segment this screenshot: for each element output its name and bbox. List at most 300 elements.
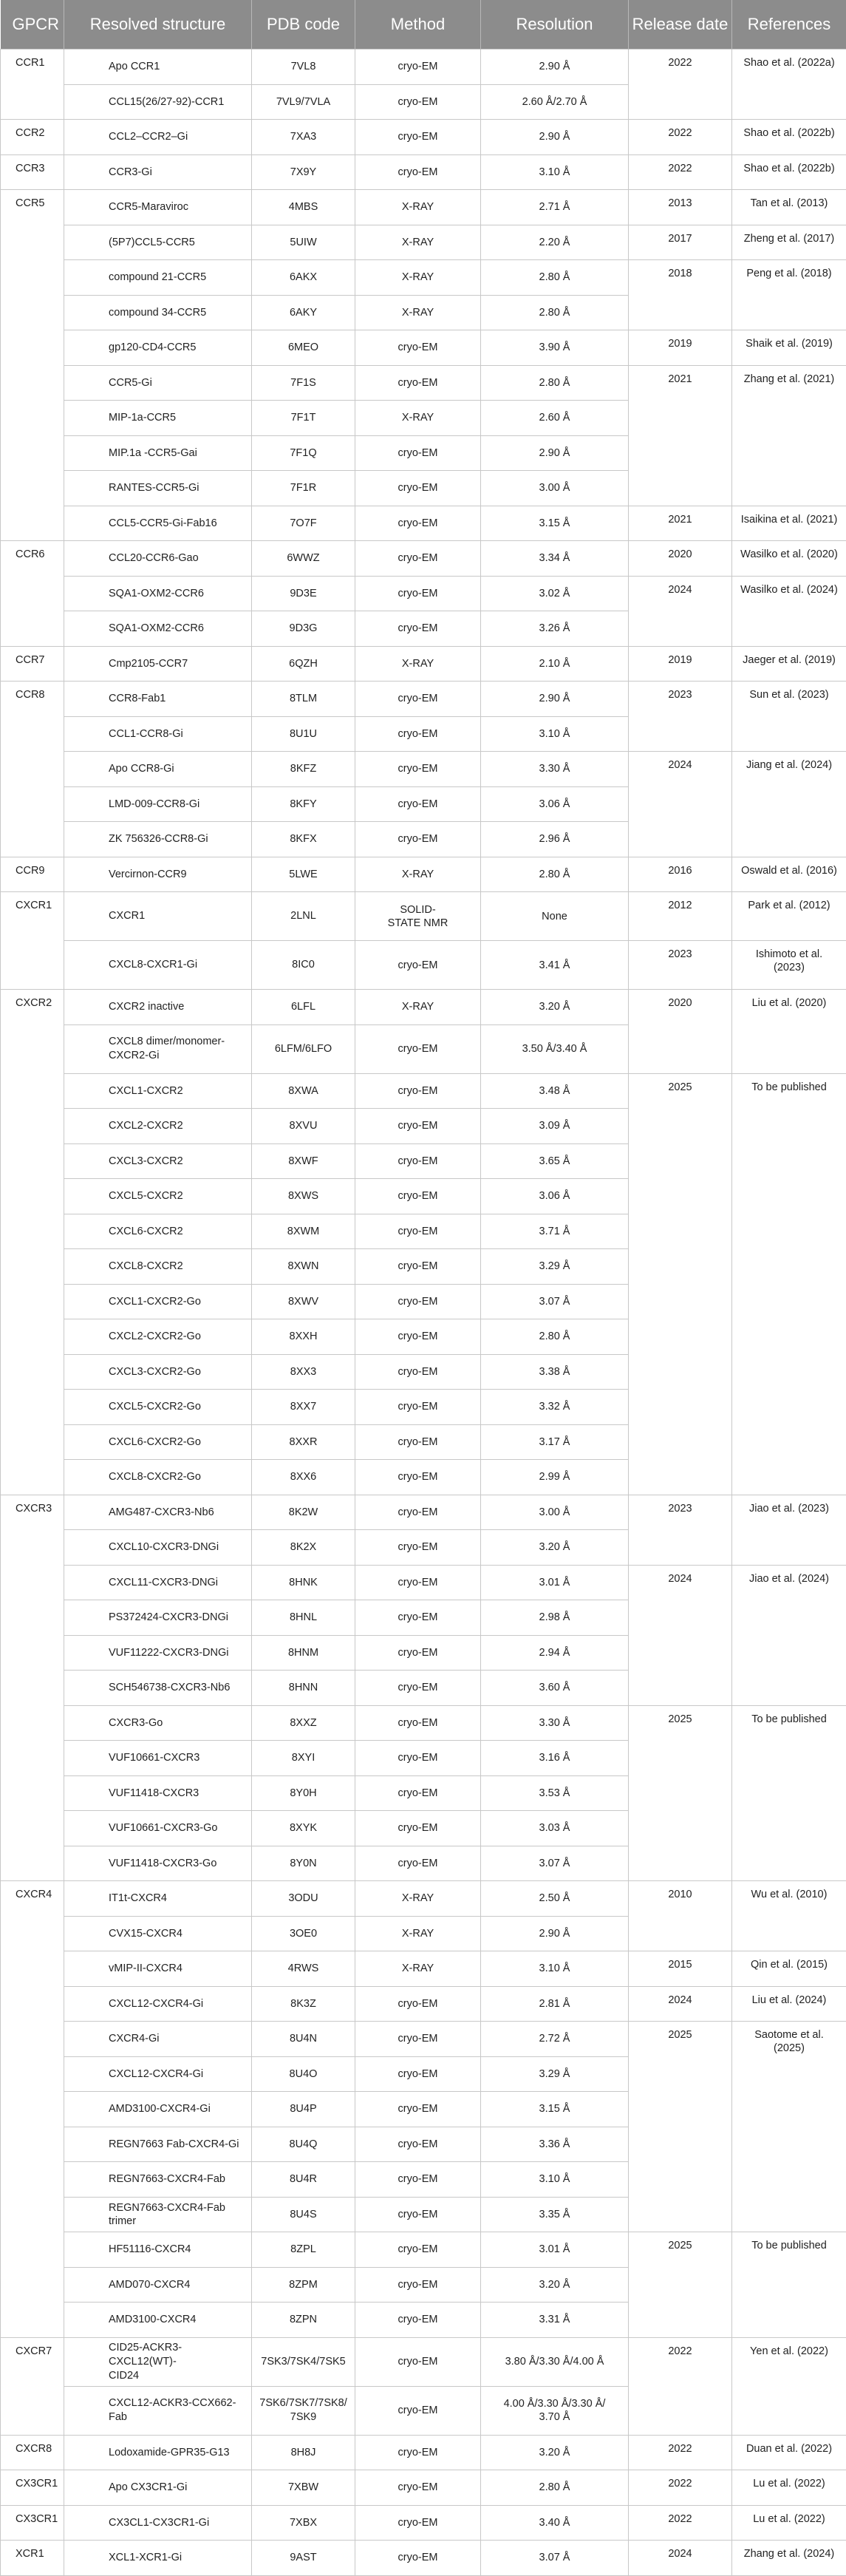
pdb-code-cell: 7XBW xyxy=(252,2470,355,2506)
pdb-code-cell: 8XXR xyxy=(252,1424,355,1460)
structure-cell: CXCL2-CXCR2-Go xyxy=(64,1319,252,1355)
resolution-cell: 2.99 Å xyxy=(481,1460,629,1495)
structure-cell: AMD070-CXCR4 xyxy=(64,2267,252,2303)
table-row xyxy=(1,541,846,577)
header-method: Method xyxy=(355,0,481,50)
method-cell: cryo-EM xyxy=(355,1741,481,1776)
release-date-cell xyxy=(629,1811,732,1846)
pdb-code-cell: 8U1U xyxy=(252,716,355,752)
reference-cell xyxy=(732,1600,846,1636)
table-row xyxy=(1,1284,846,1319)
resolution-cell: 3.30 Å xyxy=(481,752,629,787)
resolution-cell: 3.48 Å xyxy=(481,1073,629,1109)
resolution-cell: 2.80 Å xyxy=(481,1319,629,1355)
release-date-cell xyxy=(629,401,732,436)
resolution-cell: 3.01 Å xyxy=(481,2232,629,2268)
pdb-code-cell: 7F1Q xyxy=(252,435,355,471)
pdb-code-cell: 7XBX xyxy=(252,2505,355,2541)
reference-cell: Zheng et al. (2017) xyxy=(732,225,846,260)
table-row xyxy=(1,1951,846,1987)
reference-cell xyxy=(732,1390,846,1425)
method-cell: cryo-EM xyxy=(355,1073,481,1109)
method-cell: cryo-EM xyxy=(355,506,481,541)
resolution-cell: 3.10 Å xyxy=(481,1951,629,1987)
table-row xyxy=(1,1143,846,1179)
method-cell: cryo-EM xyxy=(355,1811,481,1846)
table-row xyxy=(1,1179,846,1214)
gpcr-cell xyxy=(1,822,64,857)
table-row xyxy=(1,1249,846,1285)
reference-cell: Isaikina et al. (2021) xyxy=(732,506,846,541)
reference-cell xyxy=(732,1775,846,1811)
release-date-cell xyxy=(629,2267,732,2303)
gpcr-cell: CX3CR1 xyxy=(1,2505,64,2541)
release-date-cell xyxy=(629,1319,732,1355)
resolution-cell: 2.80 Å xyxy=(481,857,629,892)
release-date-cell xyxy=(629,1600,732,1636)
structure-cell: REGN7663-CXCR4-Fab xyxy=(64,2162,252,2198)
release-date-cell: 2024 xyxy=(629,1565,732,1600)
gpcr-cell xyxy=(1,1143,64,1179)
release-date-cell xyxy=(629,295,732,330)
release-date-cell: 2022 xyxy=(629,120,732,155)
pdb-code-cell: 7SK3/7SK4/7SK5 xyxy=(252,2337,355,2386)
table-row xyxy=(1,1495,846,1530)
structure-cell: CCL2–CCR2–Gi xyxy=(64,120,252,155)
table-row xyxy=(1,611,846,647)
release-date-cell: 2016 xyxy=(629,857,732,892)
reference-cell: Saotome et al. (2025) xyxy=(732,2022,846,2057)
table-row xyxy=(1,576,846,611)
pdb-code-cell: 8U4N xyxy=(252,2022,355,2057)
gpcr-cell: CCR5 xyxy=(1,190,64,225)
resolution-cell: 3.60 Å xyxy=(481,1671,629,1706)
table-row xyxy=(1,1109,846,1144)
table-row xyxy=(1,1460,846,1495)
release-date-cell xyxy=(629,1284,732,1319)
structure-cell: VUF11418-CXCR3 xyxy=(64,1775,252,1811)
resolution-cell: 2.72 Å xyxy=(481,2022,629,2057)
reference-cell: Duan et al. (2022) xyxy=(732,2435,846,2470)
structure-cell: VUF11222-CXCR3-DNGi xyxy=(64,1635,252,1671)
method-cell: cryo-EM xyxy=(355,822,481,857)
resolution-cell: 2.80 Å xyxy=(481,260,629,296)
table-row xyxy=(1,1916,846,1951)
table-row xyxy=(1,2505,846,2541)
resolution-cell: 3.00 Å xyxy=(481,471,629,506)
resolution-cell: 3.00 Å xyxy=(481,1495,629,1530)
reference-cell xyxy=(732,2267,846,2303)
resolution-cell: 3.50 Å/3.40 Å xyxy=(481,1024,629,1073)
pdb-code-cell: 4RWS xyxy=(252,1951,355,1987)
table-body xyxy=(1,50,846,2576)
gpcr-cell xyxy=(1,1319,64,1355)
gpcr-cell xyxy=(1,576,64,611)
reference-cell xyxy=(732,2056,846,2092)
structure-cell: CXCL12-CXCR4-Gi xyxy=(64,2056,252,2092)
method-cell: cryo-EM xyxy=(355,1109,481,1144)
structure-cell: AMD3100-CXCR4-Gi xyxy=(64,2092,252,2127)
structure-cell: RANTES-CCR5-Gi xyxy=(64,471,252,506)
table-row xyxy=(1,2541,846,2576)
table-row xyxy=(1,822,846,857)
table-row xyxy=(1,154,846,190)
release-date-cell xyxy=(629,1354,732,1390)
pdb-code-cell: 7XA3 xyxy=(252,120,355,155)
structure-cell: Cmp2105-CCR7 xyxy=(64,646,252,682)
pdb-code-cell: 8XWV xyxy=(252,1284,355,1319)
reference-cell xyxy=(732,1635,846,1671)
method-cell: X-RAY xyxy=(355,190,481,225)
reference-cell xyxy=(732,1811,846,1846)
method-cell: cryo-EM xyxy=(355,576,481,611)
table-row xyxy=(1,682,846,717)
gpcr-cell: CXCR8 xyxy=(1,2435,64,2470)
method-cell: X-RAY xyxy=(355,857,481,892)
method-cell: cryo-EM xyxy=(355,471,481,506)
release-date-cell: 2024 xyxy=(629,576,732,611)
table-row xyxy=(1,1705,846,1741)
release-date-cell xyxy=(629,1635,732,1671)
structure-cell: CXCR3-Go xyxy=(64,1705,252,1741)
method-cell: cryo-EM xyxy=(355,786,481,822)
structure-cell: CXCL11-CXCR3-DNGi xyxy=(64,1565,252,1600)
structure-cell: HF51116-CXCR4 xyxy=(64,2232,252,2268)
gpcr-cell: CXCR4 xyxy=(1,1881,64,1917)
reference-cell xyxy=(732,611,846,647)
method-cell: cryo-EM xyxy=(355,2435,481,2470)
release-date-cell: 2019 xyxy=(629,646,732,682)
reference-cell xyxy=(732,1671,846,1706)
table-row xyxy=(1,435,846,471)
reference-cell: To be published xyxy=(732,1073,846,1109)
method-cell: cryo-EM xyxy=(355,541,481,577)
release-date-cell xyxy=(629,2127,732,2162)
pdb-code-cell: 8XWN xyxy=(252,1249,355,1285)
structure-cell: CXCL3-CXCR2-Go xyxy=(64,1354,252,1390)
reference-cell xyxy=(732,401,846,436)
resolution-cell: 2.90 Å xyxy=(481,50,629,85)
pdb-code-cell: 6LFM/6LFO xyxy=(252,1024,355,1073)
resolution-cell: 3.02 Å xyxy=(481,576,629,611)
gpcr-cell xyxy=(1,1916,64,1951)
release-date-cell: 2022 xyxy=(629,2470,732,2506)
table-row xyxy=(1,752,846,787)
table-row xyxy=(1,471,846,506)
structure-cell: AMD3100-CXCR4 xyxy=(64,2303,252,2338)
pdb-code-cell: 9D3G xyxy=(252,611,355,647)
pdb-code-cell: 8TLM xyxy=(252,682,355,717)
reference-cell: Jiang et al. (2024) xyxy=(732,752,846,787)
method-cell: cryo-EM xyxy=(355,2056,481,2092)
pdb-code-cell: 2LNL xyxy=(252,892,355,941)
release-date-cell: 2023 xyxy=(629,1495,732,1530)
gpcr-cell xyxy=(1,1775,64,1811)
pdb-code-cell: 6MEO xyxy=(252,330,355,366)
reference-cell xyxy=(732,1916,846,1951)
release-date-cell xyxy=(629,2162,732,2198)
table-row xyxy=(1,941,846,990)
release-date-cell: 2025 xyxy=(629,2232,732,2268)
resolution-cell: 2.60 Å xyxy=(481,401,629,436)
resolution-cell: 3.41 Å xyxy=(481,941,629,990)
table-row xyxy=(1,2267,846,2303)
gpcr-cell xyxy=(1,365,64,401)
structure-cell: compound 21-CCR5 xyxy=(64,260,252,296)
release-date-cell xyxy=(629,1214,732,1249)
method-cell: cryo-EM xyxy=(355,2470,481,2506)
method-cell: cryo-EM xyxy=(355,2092,481,2127)
method-cell: cryo-EM xyxy=(355,154,481,190)
gpcr-cell xyxy=(1,752,64,787)
table-row xyxy=(1,2386,846,2435)
pdb-code-cell: 6LFL xyxy=(252,990,355,1025)
gpcr-cell xyxy=(1,2232,64,2268)
gpcr-cell xyxy=(1,1986,64,2022)
method-cell: cryo-EM xyxy=(355,330,481,366)
gpcr-cell xyxy=(1,330,64,366)
gpcr-cell: CCR9 xyxy=(1,857,64,892)
table-row xyxy=(1,857,846,892)
method-cell: cryo-EM xyxy=(355,120,481,155)
release-date-cell: 2024 xyxy=(629,2541,732,2576)
gpcr-cell xyxy=(1,2127,64,2162)
reference-cell: To be published xyxy=(732,1705,846,1741)
pdb-code-cell: 8HNK xyxy=(252,1565,355,1600)
reference-cell: Jiao et al. (2024) xyxy=(732,1565,846,1600)
reference-cell xyxy=(732,2162,846,2198)
pdb-code-cell: 8KFY xyxy=(252,786,355,822)
reference-cell: To be published xyxy=(732,2232,846,2268)
method-cell: cryo-EM xyxy=(355,1635,481,1671)
release-date-cell xyxy=(629,2197,732,2232)
gpcr-cell xyxy=(1,1846,64,1881)
structure-cell: XCL1-XCR1-Gi xyxy=(64,2541,252,2576)
resolution-cell: 3.36 Å xyxy=(481,2127,629,2162)
method-cell: cryo-EM xyxy=(355,2162,481,2198)
gpcr-cell xyxy=(1,1073,64,1109)
structure-cell: CX3CL1-CX3CR1-Gi xyxy=(64,2505,252,2541)
header-pdb-code: PDB code xyxy=(252,0,355,50)
gpcr-cell: CXCR3 xyxy=(1,1495,64,1530)
table-row xyxy=(1,506,846,541)
pdb-code-cell: 8U4S xyxy=(252,2197,355,2232)
table-row xyxy=(1,330,846,366)
structure-cell: CCL1-CCR8-Gi xyxy=(64,716,252,752)
structure-cell: CXCL8-CXCR2-Go xyxy=(64,1460,252,1495)
reference-cell: Lu et al. (2022) xyxy=(732,2505,846,2541)
pdb-code-cell: 8Y0H xyxy=(252,1775,355,1811)
method-cell: cryo-EM xyxy=(355,1705,481,1741)
structure-cell: CXCL1-CXCR2-Go xyxy=(64,1284,252,1319)
gpcr-cell xyxy=(1,1214,64,1249)
table-row xyxy=(1,1600,846,1636)
structure-cell: SQA1-OXM2-CCR6 xyxy=(64,576,252,611)
pdb-code-cell: 6WWZ xyxy=(252,541,355,577)
reference-cell: Wasilko et al. (2020) xyxy=(732,541,846,577)
resolution-cell: 3.40 Å xyxy=(481,2505,629,2541)
method-cell: X-RAY xyxy=(355,401,481,436)
method-cell: cryo-EM xyxy=(355,1354,481,1390)
release-date-cell: 2019 xyxy=(629,330,732,366)
structure-cell: CCR8-Fab1 xyxy=(64,682,252,717)
reference-cell: Yen et al. (2022) xyxy=(732,2337,846,2386)
release-date-cell: 2017 xyxy=(629,225,732,260)
table-row xyxy=(1,401,846,436)
release-date-cell xyxy=(629,716,732,752)
structure-cell: Apo CX3CR1-Gi xyxy=(64,2470,252,2506)
release-date-cell: 2025 xyxy=(629,1073,732,1109)
table-row xyxy=(1,365,846,401)
reference-cell: Jiao et al. (2023) xyxy=(732,1495,846,1530)
resolution-cell: 3.34 Å xyxy=(481,541,629,577)
pdb-code-cell: 8K3Z xyxy=(252,1986,355,2022)
table-row xyxy=(1,892,846,941)
reference-cell xyxy=(732,1460,846,1495)
gpcr-cell xyxy=(1,225,64,260)
pdb-code-cell: 8ZPN xyxy=(252,2303,355,2338)
header-resolved-structure: Resolved structure xyxy=(64,0,252,50)
method-cell: cryo-EM xyxy=(355,682,481,717)
method-cell: cryo-EM xyxy=(355,1671,481,1706)
reference-cell: Wu et al. (2010) xyxy=(732,1881,846,1917)
reference-cell xyxy=(732,1249,846,1285)
release-date-cell: 2022 xyxy=(629,2505,732,2541)
resolution-cell: 3.65 Å xyxy=(481,1143,629,1179)
structure-cell: CXCL6-CXCR2-Go xyxy=(64,1424,252,1460)
method-cell: cryo-EM xyxy=(355,50,481,85)
table-row xyxy=(1,1424,846,1460)
gpcr-cell: CCR1 xyxy=(1,50,64,85)
method-cell: cryo-EM xyxy=(355,1143,481,1179)
gpcr-cell xyxy=(1,401,64,436)
reference-cell: Tan et al. (2013) xyxy=(732,190,846,225)
resolution-cell: 3.16 Å xyxy=(481,1741,629,1776)
resolution-cell: 3.32 Å xyxy=(481,1390,629,1425)
resolution-cell: 3.90 Å xyxy=(481,330,629,366)
reference-cell: Zhang et al. (2021) xyxy=(732,365,846,401)
reference-cell xyxy=(732,1024,846,1073)
structure-cell: VUF11418-CXCR3-Go xyxy=(64,1846,252,1881)
gpcr-cell xyxy=(1,2197,64,2232)
table-row xyxy=(1,2162,846,2198)
gpcr-cell xyxy=(1,1741,64,1776)
method-cell: cryo-EM xyxy=(355,2541,481,2576)
gpcr-cell xyxy=(1,2386,64,2435)
gpcr-cell xyxy=(1,786,64,822)
resolution-cell: 2.50 Å xyxy=(481,1881,629,1917)
pdb-code-cell: 8U4P xyxy=(252,2092,355,2127)
reference-cell: Zhang et al. (2024) xyxy=(732,2541,846,2576)
structure-cell: Vercirnon-CCR9 xyxy=(64,857,252,892)
method-cell: cryo-EM xyxy=(355,1986,481,2022)
structure-cell: SCH546738-CXCR3-Nb6 xyxy=(64,1671,252,1706)
table-row xyxy=(1,260,846,296)
resolution-cell: 2.60 Å/2.70 Å xyxy=(481,84,629,120)
resolution-cell: 2.90 Å xyxy=(481,435,629,471)
gpcr-cell xyxy=(1,295,64,330)
resolution-cell: None xyxy=(481,892,629,941)
release-date-cell: 2025 xyxy=(629,2022,732,2057)
table-row xyxy=(1,1741,846,1776)
pdb-code-cell: 8U4Q xyxy=(252,2127,355,2162)
release-date-cell: 2024 xyxy=(629,1986,732,2022)
resolution-cell: 3.15 Å xyxy=(481,2092,629,2127)
reference-cell: Ishimoto et al. (2023) xyxy=(732,941,846,990)
release-date-cell: 2010 xyxy=(629,1881,732,1917)
method-cell: cryo-EM xyxy=(355,716,481,752)
release-date-cell: 2022 xyxy=(629,154,732,190)
release-date-cell xyxy=(629,1179,732,1214)
method-cell: X-RAY xyxy=(355,1916,481,1951)
gpcr-cell: CCR7 xyxy=(1,646,64,682)
resolution-cell: 3.10 Å xyxy=(481,716,629,752)
release-date-cell xyxy=(629,1741,732,1776)
pdb-code-cell: 8K2X xyxy=(252,1530,355,1566)
method-cell: cryo-EM xyxy=(355,611,481,647)
method-cell: SOLID- STATE NMR xyxy=(355,892,481,941)
structure-cell: IT1t-CXCR4 xyxy=(64,1881,252,1917)
pdb-code-cell: 8XX3 xyxy=(252,1354,355,1390)
pdb-code-cell: 8XWF xyxy=(252,1143,355,1179)
table-row xyxy=(1,2337,846,2386)
reference-cell xyxy=(732,2303,846,2338)
method-cell: cryo-EM xyxy=(355,1775,481,1811)
gpcr-cell xyxy=(1,1530,64,1566)
method-cell: cryo-EM xyxy=(355,2303,481,2338)
structure-cell: SQA1-OXM2-CCR6 xyxy=(64,611,252,647)
pdb-code-cell: 7VL9/7VLA xyxy=(252,84,355,120)
release-date-cell: 2023 xyxy=(629,682,732,717)
pdb-code-cell: 8ZPM xyxy=(252,2267,355,2303)
structure-cell: CCL15(26/27-92)-CCR1 xyxy=(64,84,252,120)
table-row xyxy=(1,84,846,120)
release-date-cell xyxy=(629,435,732,471)
pdb-code-cell: 6QZH xyxy=(252,646,355,682)
pdb-code-cell: 8IC0 xyxy=(252,941,355,990)
release-date-cell: 2021 xyxy=(629,365,732,401)
pdb-code-cell: 8XX7 xyxy=(252,1390,355,1425)
reference-cell: Sun et al. (2023) xyxy=(732,682,846,717)
table-row xyxy=(1,1775,846,1811)
pdb-code-cell: 8ZPL xyxy=(252,2232,355,2268)
pdb-code-cell: 7SK6/7SK7/7SK8/ 7SK9 xyxy=(252,2386,355,2435)
table-row xyxy=(1,2056,846,2092)
reference-cell: Oswald et al. (2016) xyxy=(732,857,846,892)
structure-cell: CXCL12-CXCR4-Gi xyxy=(64,1986,252,2022)
reference-cell xyxy=(732,1846,846,1881)
release-date-cell xyxy=(629,2303,732,2338)
structure-cell: CXCL2-CXCR2 xyxy=(64,1109,252,1144)
structure-cell: MIP-1a-CCR5 xyxy=(64,401,252,436)
gpcr-cell xyxy=(1,2303,64,2338)
resolution-cell: 3.35 Å xyxy=(481,2197,629,2232)
gpcr-cell xyxy=(1,2022,64,2057)
structure-cell: CCL20-CCR6-Gao xyxy=(64,541,252,577)
reference-cell xyxy=(732,1741,846,1776)
structure-cell: Apo CCR1 xyxy=(64,50,252,85)
structure-cell: vMIP-II-CXCR4 xyxy=(64,1951,252,1987)
gpcr-cell xyxy=(1,2056,64,2092)
pdb-code-cell: 8KFZ xyxy=(252,752,355,787)
gpcr-cell xyxy=(1,1460,64,1495)
structure-cell: compound 34-CCR5 xyxy=(64,295,252,330)
method-cell: cryo-EM xyxy=(355,1460,481,1495)
gpcr-cell xyxy=(1,1179,64,1214)
gpcr-cell xyxy=(1,1109,64,1144)
pdb-code-cell: 4MBS xyxy=(252,190,355,225)
pdb-code-cell: 8XX6 xyxy=(252,1460,355,1495)
